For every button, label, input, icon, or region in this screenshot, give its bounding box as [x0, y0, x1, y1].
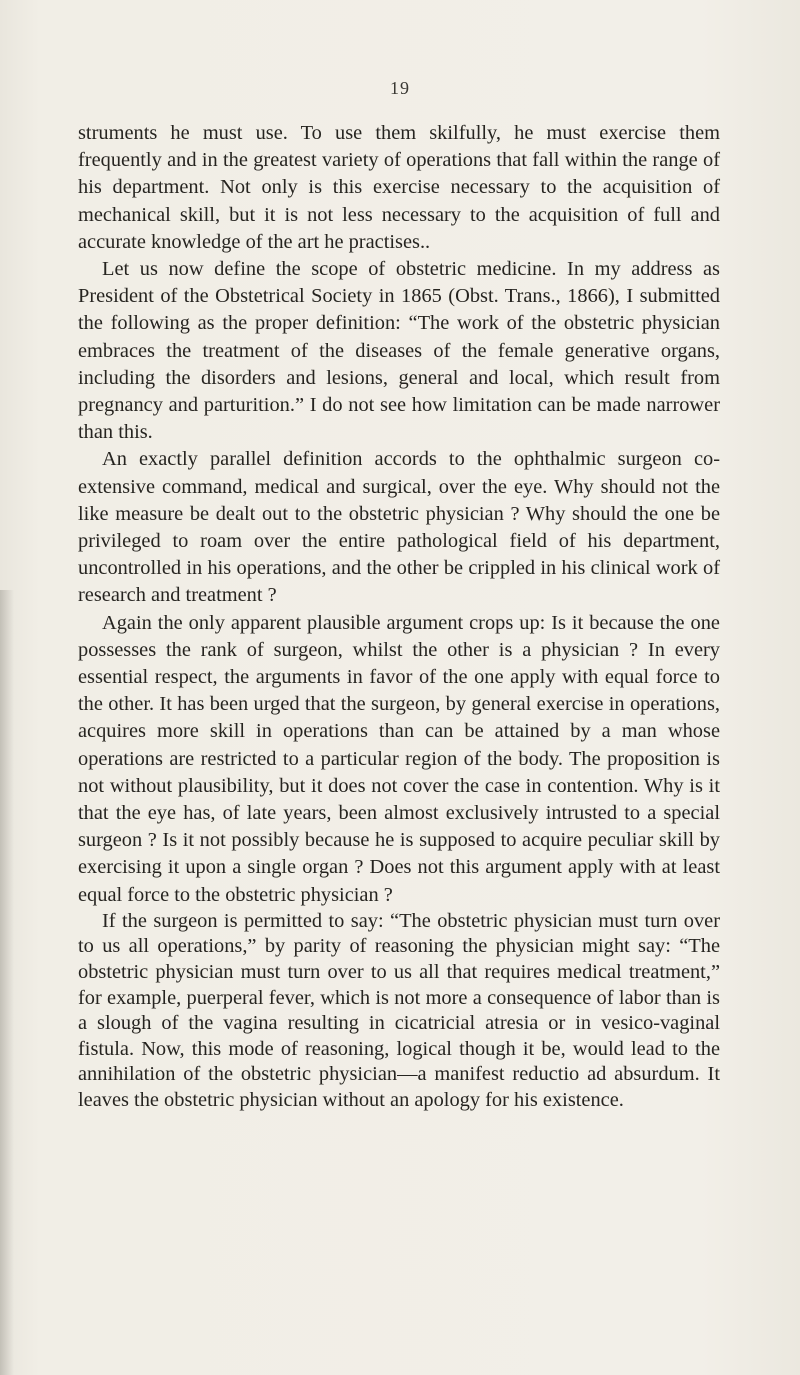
- paragraph-3: An exactly parallel definition accords to the ophthalmic surgeon co-extensive command, medical and surgical, over the eye. Why should not the like measure be dealt out to the obstetric physician ? Why should the one be privileged to roam over the entire pathological field of his department, uncontrolled in his operations, and the other be crippled in his clinical work of research and treatment ?: [78, 448, 720, 607]
- binding-shadow: [0, 590, 14, 1375]
- paragraph-5: If the surgeon is permitted to say: “The obstetric physician must turn over to us all operations,” by parity of reasoning the physician might say: “The obstetric physician must turn over to us all that requires medical treatment,” for example, puerperal fever, which is not more a consequence of labor than is a slough of the vagina resulting in cicatricial atresia or in vesico-vaginal fistula. Now, this mode of reasoning, logical though it be, would lead to the annihilation of the obstetric physician—a manifest reductio ad absurdum. It leaves the obstetric physician without an apology for his existence.: [78, 909, 720, 1112]
- paragraph-2: Let us now define the scope of obstetric medicine. In my address as President of the Obstetrical Society in 1865 (Obst. Trans., 1866), I submitted the following as the proper definition: “The work of the obstetric physician embraces the treatment of the diseases of the female generative organs, including the disorders and lesions, general and local, which result from pregnancy and parturition.” I do not see how limitation can be made narrower than this.: [78, 258, 720, 444]
- paragraph-1: struments he must use. To use them skilfully, he must exercise them frequently and in the greatest variety of operations that fall within the range of his department. Not only is this exercise necessary to the acquisition of mechanical skill, but it is not less necessary to the acquisition of full and accurate knowledge of the art he practises..: [78, 122, 720, 253]
- paragraph-4: Again the only apparent plausible argument crops up: Is it because the one possesses the rank of surgeon, whilst the other is a physician ? In every essential respect, the arguments in favor of the one apply with equal force to the other. It has been urged that the surgeon, by general exercise in operations, acquires more skill in operations than can be attained by a man whose operations are restricted to a particular region of the body. The proposition is not without plausibility, but it does not cover the case in contention. Why is it that the eye has, of late years, been almost exclusively intrusted to a special surgeon ? Is it not possibly because he is supposed to acquire peculiar skill by exercising it upon a single organ ? Does not this argument apply with at least equal force to the obstetric physician ?: [78, 611, 720, 906]
- body-text: [78, 120, 720, 1114]
- page-number: 19: [390, 78, 410, 98]
